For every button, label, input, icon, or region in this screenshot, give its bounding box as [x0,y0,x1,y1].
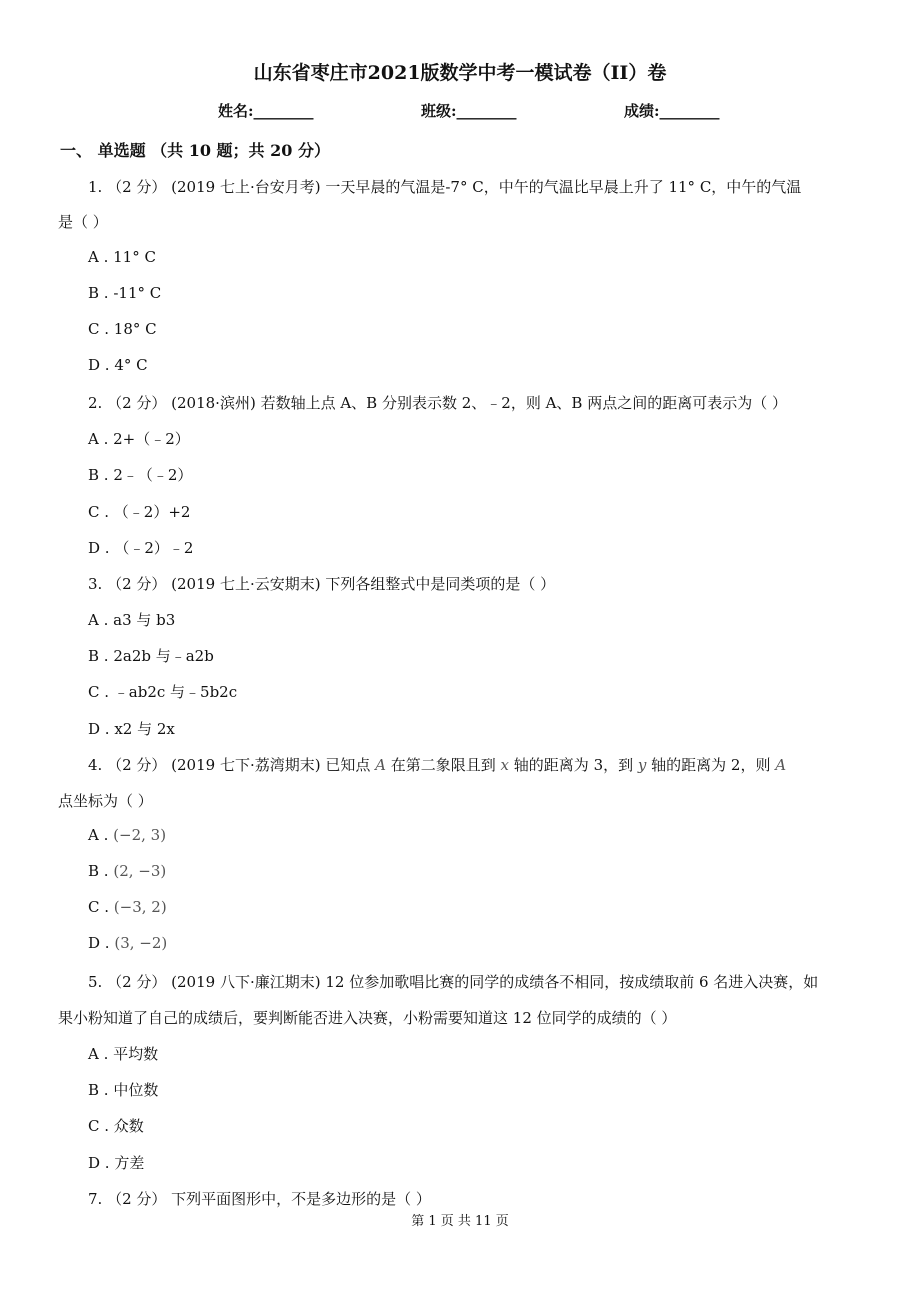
question-1-option-a: A . 11° C [88,248,156,266]
x-axis-symbol: x [500,756,510,774]
question-1-text-cont: 是（ ） [58,213,108,231]
class-field: 班级:________ [421,102,517,120]
point-a-symbol-2: A [775,756,787,774]
question-3-option-a: A . a3 与 b3 [88,611,176,629]
question-4-option-a [88,826,166,844]
option-label: D . [88,934,110,952]
question-2-option-b: B . 2﹣（﹣2） [88,466,193,484]
question-4-text [88,754,786,775]
question-4-text-mid1: 在第二象限且到 [390,756,496,774]
question-5-text: 5. （2 分） (2019 八下·廉江期末) 12 位参加歌唱比赛的同学的成绩各不相同，按成绩取前 6 名进入决赛，如 [88,973,819,991]
option-math: (−2, 3) [113,826,167,844]
option-label: A . [88,826,109,844]
question-2-text: 2. （2 分） (2018·滨州) 若数轴上点 A、B 分别表示数 2、﹣2，则 A、B 两点之间的距离可表示为（ ） [88,394,787,412]
question-1-option-c: C . 18° C [88,320,157,338]
score-field: 成绩:________ [624,102,720,120]
y-axis-symbol: y [637,756,647,774]
option-label: B . [88,862,109,880]
question-7-text: 7. （2 分） 下列平面图形中，不是多边形的是（ ） [88,1190,431,1208]
point-a-symbol: A [375,756,386,774]
question-3-option-b: B . 2a2b 与﹣a2b [88,647,214,665]
question-1-text: 1. （2 分） (2019 七上·台安月考) 一天早晨的气温是-7° C，中午的气温比早晨上升了 11° C，中午的气温 [88,178,802,196]
question-1-option-b: B . -11° C [88,284,162,302]
question-4-option-b [88,862,166,880]
question-4-text-mid3: 轴的距离为 2，则 [651,756,771,774]
name-field: 姓名:________ [218,102,314,120]
question-5-option-c: C . 众数 [88,1117,144,1135]
question-3-option-d: D . x2 与 2x [88,720,175,738]
question-2-option-c: C . （﹣2）+2 [88,503,191,521]
question-5-text-cont: 果小粉知道了自己的成绩后，要判断能否进入决赛，小粉需要知道这 12 位同学的成绩的（ ） [58,1009,677,1027]
page-title: 山东省枣庄市2021版数学中考一模试卷（II）卷 [253,62,667,84]
question-2-option-d: D . （﹣2）﹣2 [88,539,194,557]
question-5-option-b: B . 中位数 [88,1081,159,1099]
option-math: (2, −3) [113,862,167,880]
question-4-option-d [88,934,167,952]
question-4-option-c [88,898,167,916]
option-math: (3, −2) [114,934,168,952]
section-heading: 一、 单选题 （共 10 题；共 20 分） [60,141,330,160]
question-4-text-mid2: 轴的距离为 3，到 [513,756,634,774]
question-1-option-d: D . 4° C [88,356,148,374]
option-math: (−3, 2) [113,898,167,916]
question-5-option-d: D . 方差 [88,1154,145,1172]
page-footer: 第 1 页 共 11 页 [411,1214,509,1229]
question-3-option-c: C . ﹣ab2c 与﹣5b2c [88,683,238,701]
question-3-text: 3. （2 分） (2019 七上·云安期末) 下列各组整式中是同类项的是（ ） [88,575,556,593]
question-2-option-a: A . 2+（﹣2） [88,430,190,448]
option-label: C . [88,898,110,916]
question-5-option-a: A . 平均数 [88,1045,159,1063]
question-4-text-pre: 4. （2 分） (2019 七下·荔湾期末) 已知点 [88,756,371,774]
question-4-text-cont: 点坐标为（ ） [58,792,153,810]
